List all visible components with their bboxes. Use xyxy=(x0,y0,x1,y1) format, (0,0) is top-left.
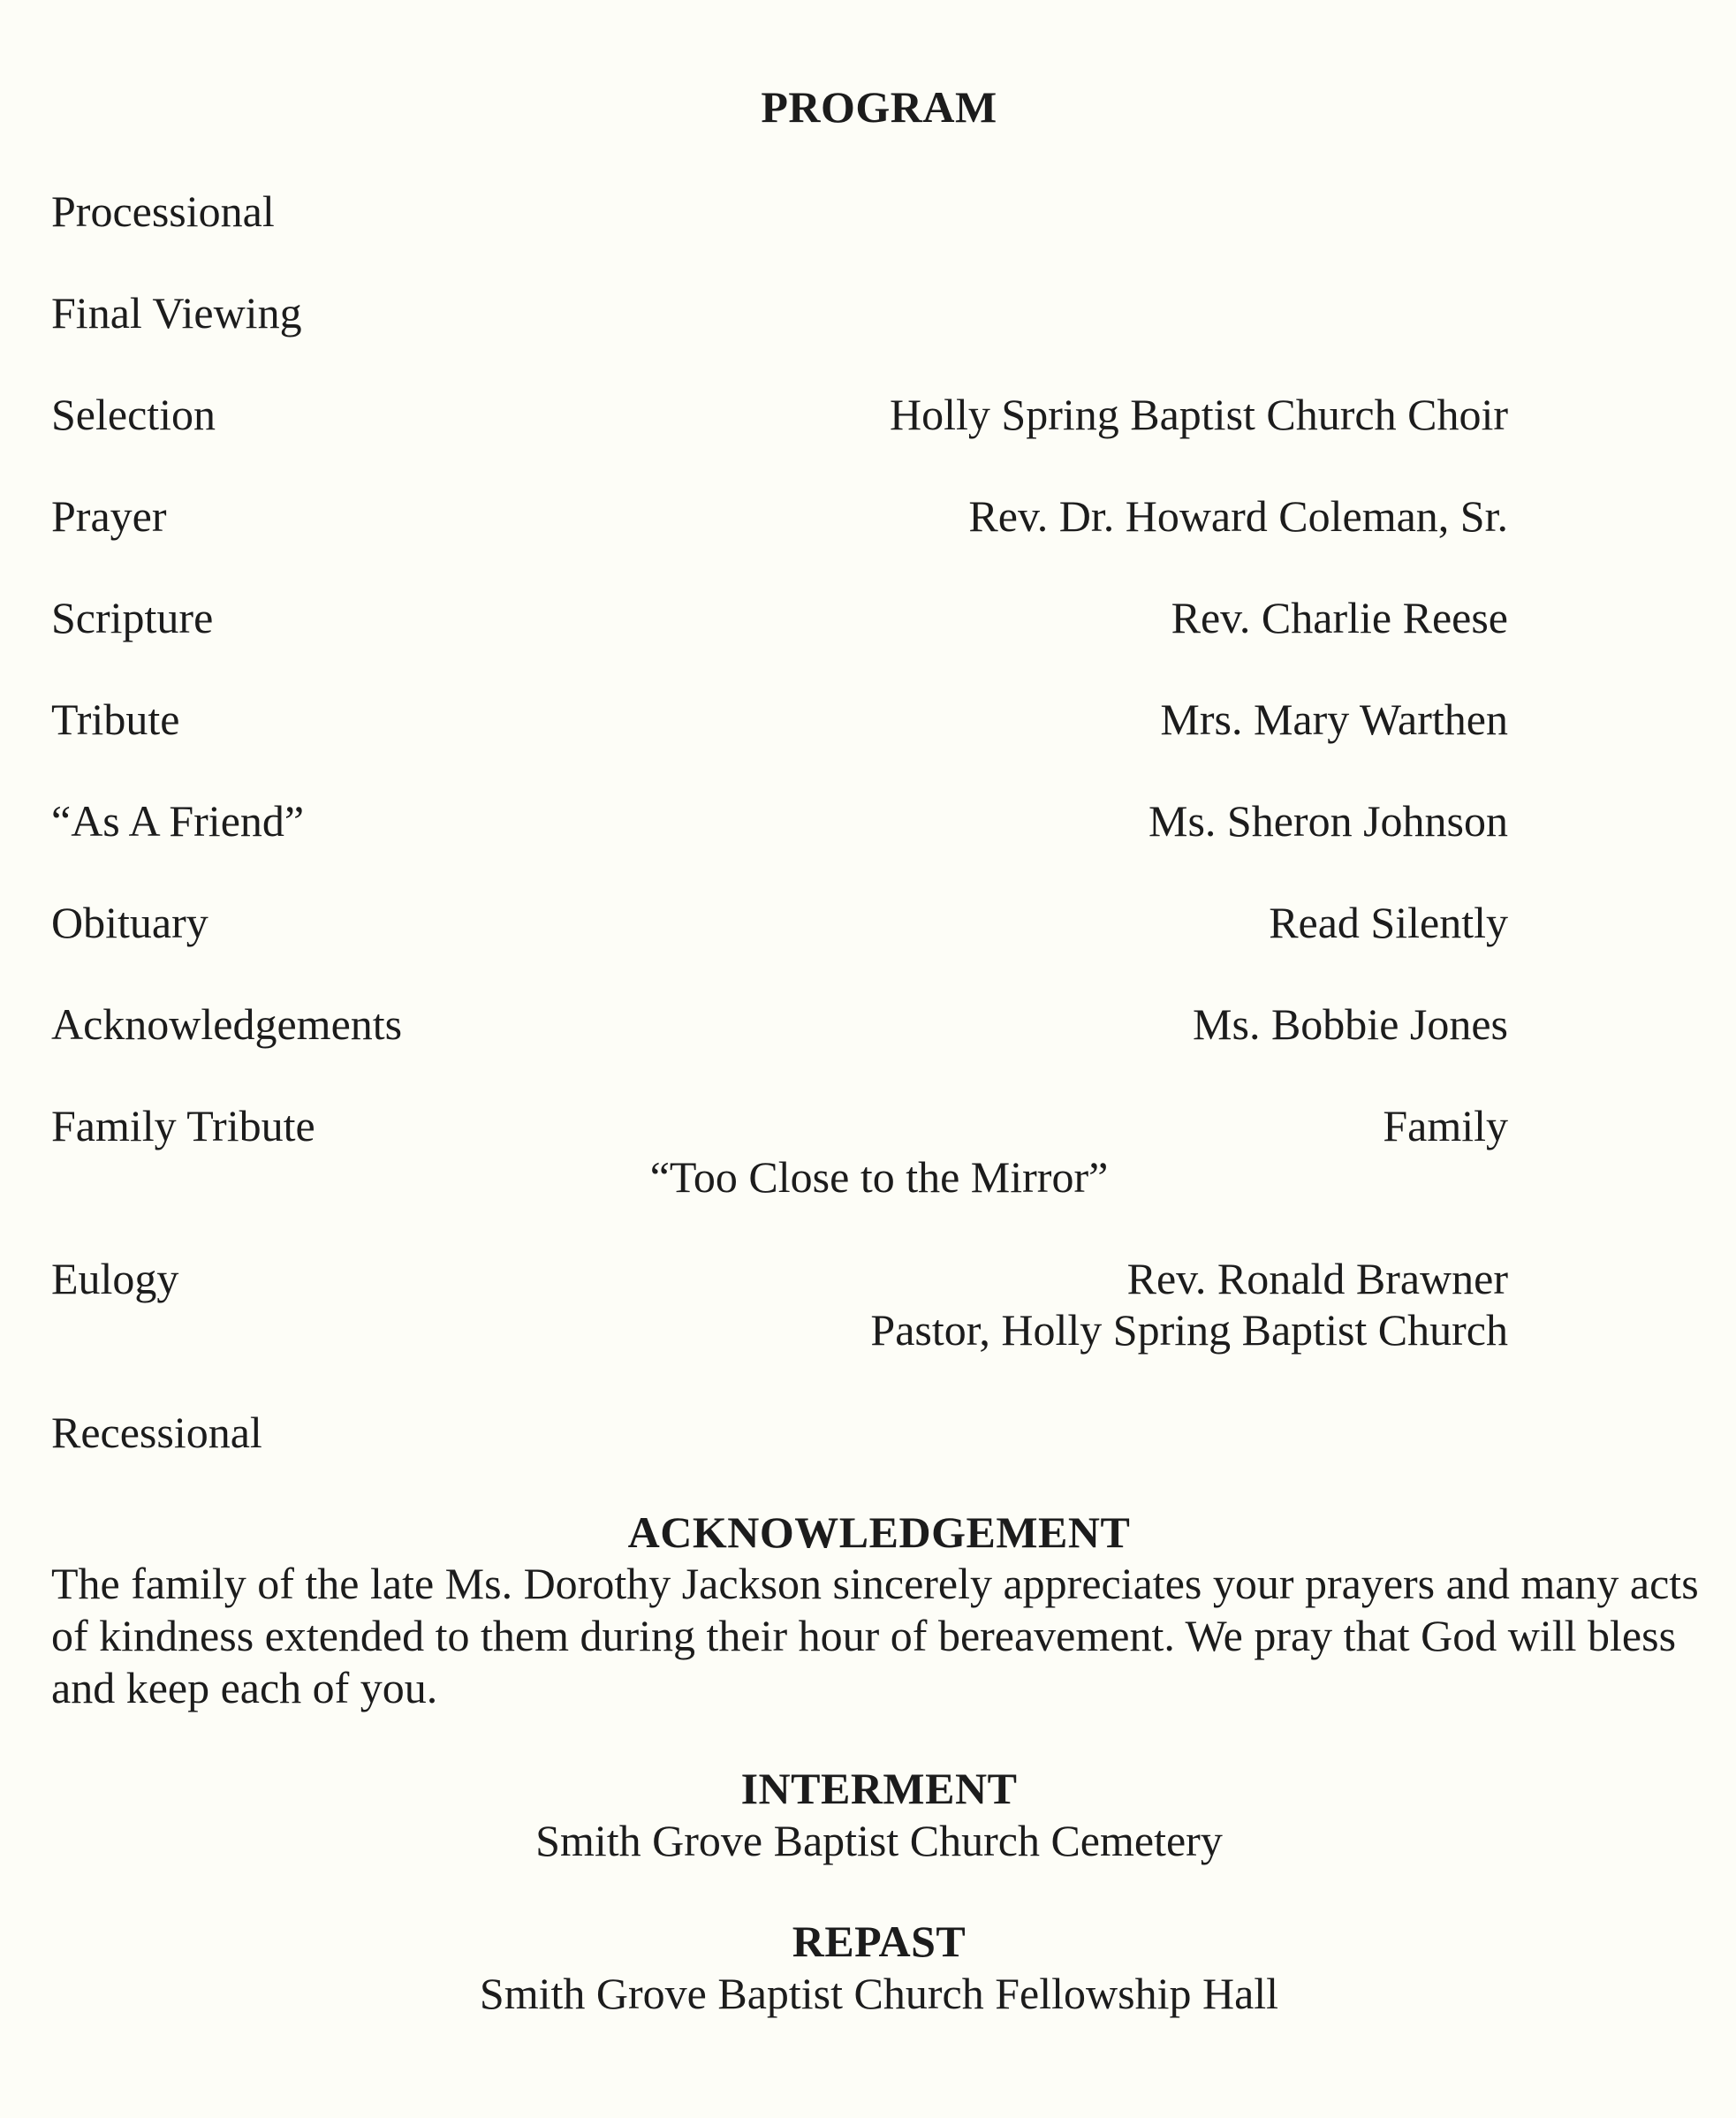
program-item-obituary: Obituary xyxy=(51,898,208,947)
program-item-acknowledgements: Acknowledgements xyxy=(51,999,403,1049)
acknowledgement-heading: ACKNOWLEDGEMENT xyxy=(627,1507,1131,1557)
interment-heading: INTERMENT xyxy=(740,1764,1018,1813)
program-person-tribute: Mrs. Mary Warthen xyxy=(1160,695,1508,744)
program-person-eulogy: Rev. Ronald Brawner xyxy=(1126,1254,1508,1303)
program-person-selection: Holly Spring Baptist Church Choir xyxy=(890,390,1508,439)
program-item-recessional: Recessional xyxy=(51,1408,262,1457)
program-person-family-tribute: Family xyxy=(1383,1101,1508,1150)
program-item-family-tribute: Family Tribute xyxy=(51,1101,315,1150)
program-person-prayer: Rev. Dr. Howard Coleman, Sr. xyxy=(968,491,1508,541)
program-item-prayer: Prayer xyxy=(51,491,167,541)
program-person-scripture: Rev. Charlie Reese xyxy=(1171,593,1508,642)
repast-location: Smith Grove Baptist Church Fellowship Hall xyxy=(479,1969,1279,2018)
program-item-selection: Selection xyxy=(51,390,216,439)
program-person-eulogy-title: Pastor, Holly Spring Baptist Church xyxy=(870,1305,1508,1355)
program-item-final-viewing: Final Viewing xyxy=(51,288,302,338)
program-item-scripture: Scripture xyxy=(51,593,214,642)
family-tribute-song-title: “Too Close to the Mirror” xyxy=(649,1152,1109,1202)
program-title: PROGRAM xyxy=(761,82,997,132)
repast-heading: REPAST xyxy=(792,1917,967,1966)
program-item-eulogy: Eulogy xyxy=(51,1254,179,1303)
program-person-as-a-friend: Ms. Sheron Johnson xyxy=(1148,796,1508,846)
program-person-acknowledgements: Ms. Bobbie Jones xyxy=(1193,999,1508,1049)
program-person-obituary: Read Silently xyxy=(1269,898,1508,947)
program-item-tribute: Tribute xyxy=(51,695,180,744)
program-item-processional: Processional xyxy=(51,186,275,236)
program-item-as-a-friend: “As A Friend” xyxy=(51,796,305,846)
acknowledgement-text: The family of the late Ms. Dorothy Jackson sincerely appreciates your prayers and many acts of kindness extended to them during their hour of bereavement. We pray that God will bless and keep each of you. xyxy=(51,1559,1699,1712)
interment-location: Smith Grove Baptist Church Cemetery xyxy=(535,1816,1223,1865)
